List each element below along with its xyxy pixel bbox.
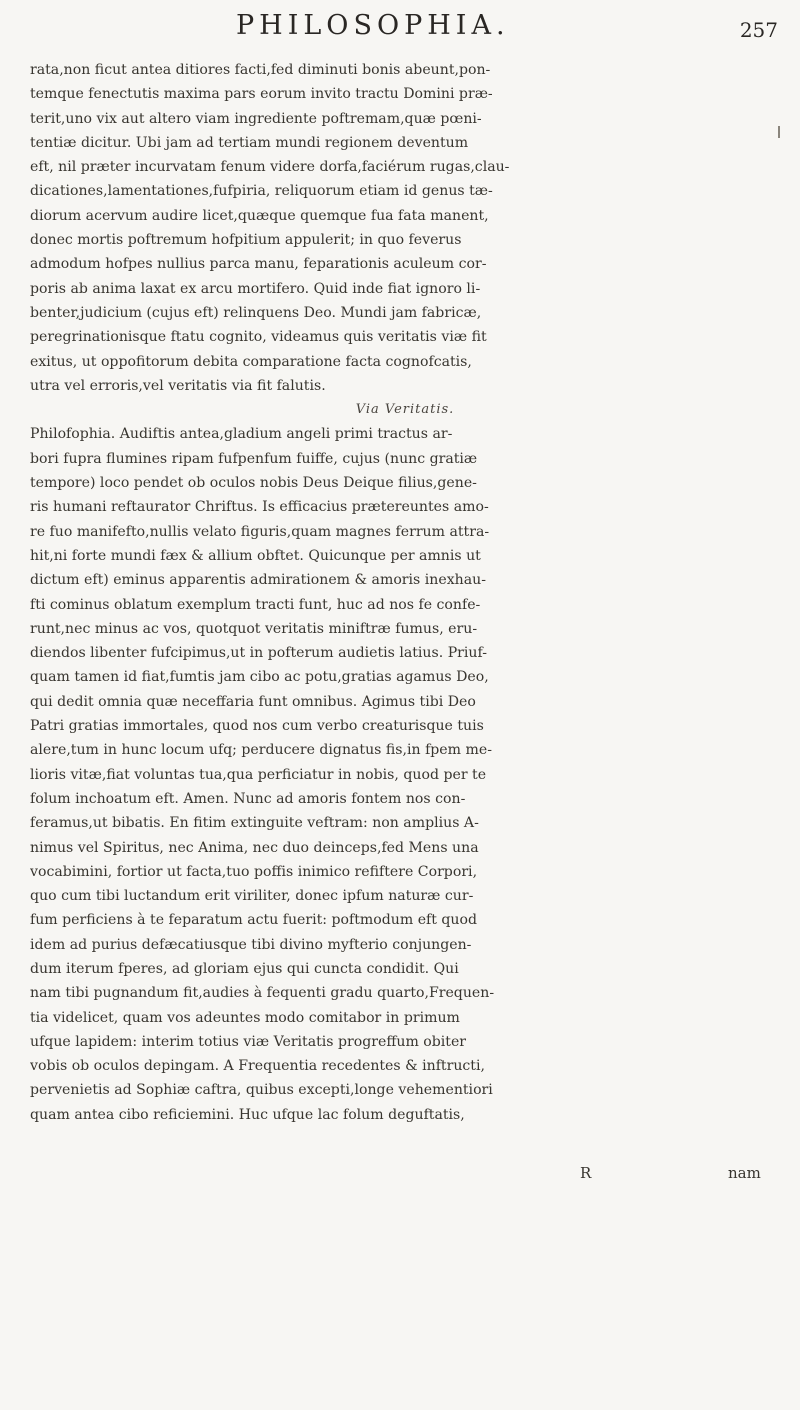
text-line: alere,tum in hunc locum ufq; perducere dignatus fis,in fpem me- — [30, 742, 492, 759]
footer-row — [0, 1164, 800, 1188]
text-line: quam antea cibo reficiemini. Huc ufque lac folum deguftatis, — [30, 1106, 465, 1123]
text-line: peregrinationisque ftatu cognito, videamus quis veritatis viæ fit — [30, 329, 487, 346]
text-line: dictum eft) eminus apparentis admirationem & amoris inexhau- — [30, 572, 486, 589]
text-line: qui dedit omnia quæ neceffaria funt omnibus. Agimus tibi Deo — [30, 693, 476, 710]
text-line: hit,ni forte mundi fæx & allium obftet. Quicunque per amnis ut — [30, 547, 481, 564]
text-line: exitus, ut oppofitorum debita comparatione facta cognofcatis, — [30, 353, 472, 370]
text-line: Philofophia. Audiftis antea,gladium angeli primi tractus ar- — [30, 426, 453, 443]
text-line: dum iterum fperes, ad gloriam ejus qui cuncta condidit. Qui — [30, 960, 459, 977]
text-line: idem ad purius defæcatiusque tibi divino myfterio conjungen- — [30, 936, 472, 953]
text-line: ris humani reftaurator Chriftus. Is efficacius prætereuntes amo- — [30, 499, 489, 516]
text-line: terit,uno vix aut altero viam ingrediente poftremam,quæ pœni- — [30, 110, 482, 127]
text-line: admodum hofpes nullius parca manu, feparationis aculeum cor- — [30, 256, 487, 273]
text-line: vocabimini, fortior ut facta,tuo poffis inimico refiftere Corpori, — [30, 863, 478, 880]
text-line: ufque lapidem: interim totius viæ Veritatis progreffum obiter — [30, 1033, 467, 1050]
text-line: rata,non ficut antea ditiores facti,fed diminuti bonis abeunt,pon- — [30, 62, 491, 78]
text-line: diendos libenter fufcipimus,ut in pofterum audietis latius. Priuf- — [30, 645, 487, 662]
text-line: eft, nil præter incurvatam fenum videre dorfa,faciérum rugas,clau- — [30, 159, 510, 176]
text-line: nam tibi pugnandum fit,audies à fequenti gradu quarto,Frequen- — [30, 985, 495, 1002]
text-line: folum inchoatum eft. Amen. Nunc ad amoris fontem nos con- — [30, 790, 466, 807]
text-line: bori fupra flumines ripam fufpenfum fuiffe, cujus (nunc gratiæ — [30, 450, 478, 467]
page-header — [0, 10, 800, 50]
text-line: utra vel erroris,vel veritatis via fit falutis. — [30, 377, 326, 394]
text-line: dicationes,lamentationes,fufpiria, reliquorum etiam id genus tæ- — [30, 183, 493, 200]
text-line: runt,nec minus ac vos, quotquot veritatis miniftræ fumus, eru- — [30, 620, 478, 637]
text-line: pervenietis ad Sophiæ caftra, quibus excepti,longe vehementiori — [30, 1082, 493, 1099]
signature-mark: R — [580, 1164, 592, 1182]
text-line: diorum acervum audire licet,quæque quemque fua fata manent, — [30, 207, 489, 224]
text-line: lioris vitæ,fiat voluntas tua,qua perficiatur in nobis, quod per te — [30, 766, 487, 783]
text-line: benter,judicium (cujus eft) relinquens Deo. Mundi jam fabricæ, — [30, 304, 482, 321]
text-line: tentiæ dicitur. Ubi jam ad tertiam mundi regionem deventum — [30, 134, 469, 151]
running-head: PHILOSOPHIA. — [236, 10, 510, 41]
body-text — [30, 58, 780, 1127]
text-line: poris ab anima laxat ex arcu mortifero. Quid inde fiat ignoro li- — [30, 280, 481, 297]
text-line: donec mortis poftremum hofpitium appulerit; in quo feverus — [30, 232, 462, 249]
page-number: 257 — [739, 18, 778, 42]
text-line: quam tamen id fiat,fumtis jam cibo ac potu,gratias agamus Deo, — [30, 669, 489, 686]
text-line: nimus vel Spiritus, nec Anima, nec duo deinceps,fed Mens una — [30, 839, 479, 856]
text-line: tempore) loco pendet ob oculos nobis Deus Deique filius,gene- — [30, 475, 477, 492]
catchword: nam — [728, 1164, 761, 1182]
text-line: temque fenectutis maxima pars eorum invito tractu Domini præ- — [30, 86, 493, 103]
text-line: vobis ob oculos depingam. A Frequentia recedentes & inftructi, — [30, 1058, 485, 1075]
text-line: fti cominus oblatum exemplum tracti funt, huc ad nos fe confe- — [30, 596, 481, 613]
text-line: feramus,ut bibatis. En fitim extinguite veftram: non amplius A- — [30, 815, 479, 832]
margin-mark — [778, 126, 780, 138]
section-heading: Via Veritatis. — [355, 402, 455, 418]
text-line: tia videlicet, quam vos adeuntes modo comitabor in primum — [30, 1009, 460, 1026]
text-line: Patri gratias immortales, quod nos cum verbo creaturisque tuis — [30, 718, 484, 735]
text-line: re fuo manifefto,nullis velato figuris,quam magnes ferrum attra- — [30, 523, 490, 540]
text-line: fum perficiens à te feparatum actu fuerit: poftmodum eft quod — [30, 912, 478, 929]
text-line: quo cum tibi luctandum erit viriliter, donec ipfum naturæ cur- — [30, 888, 474, 905]
